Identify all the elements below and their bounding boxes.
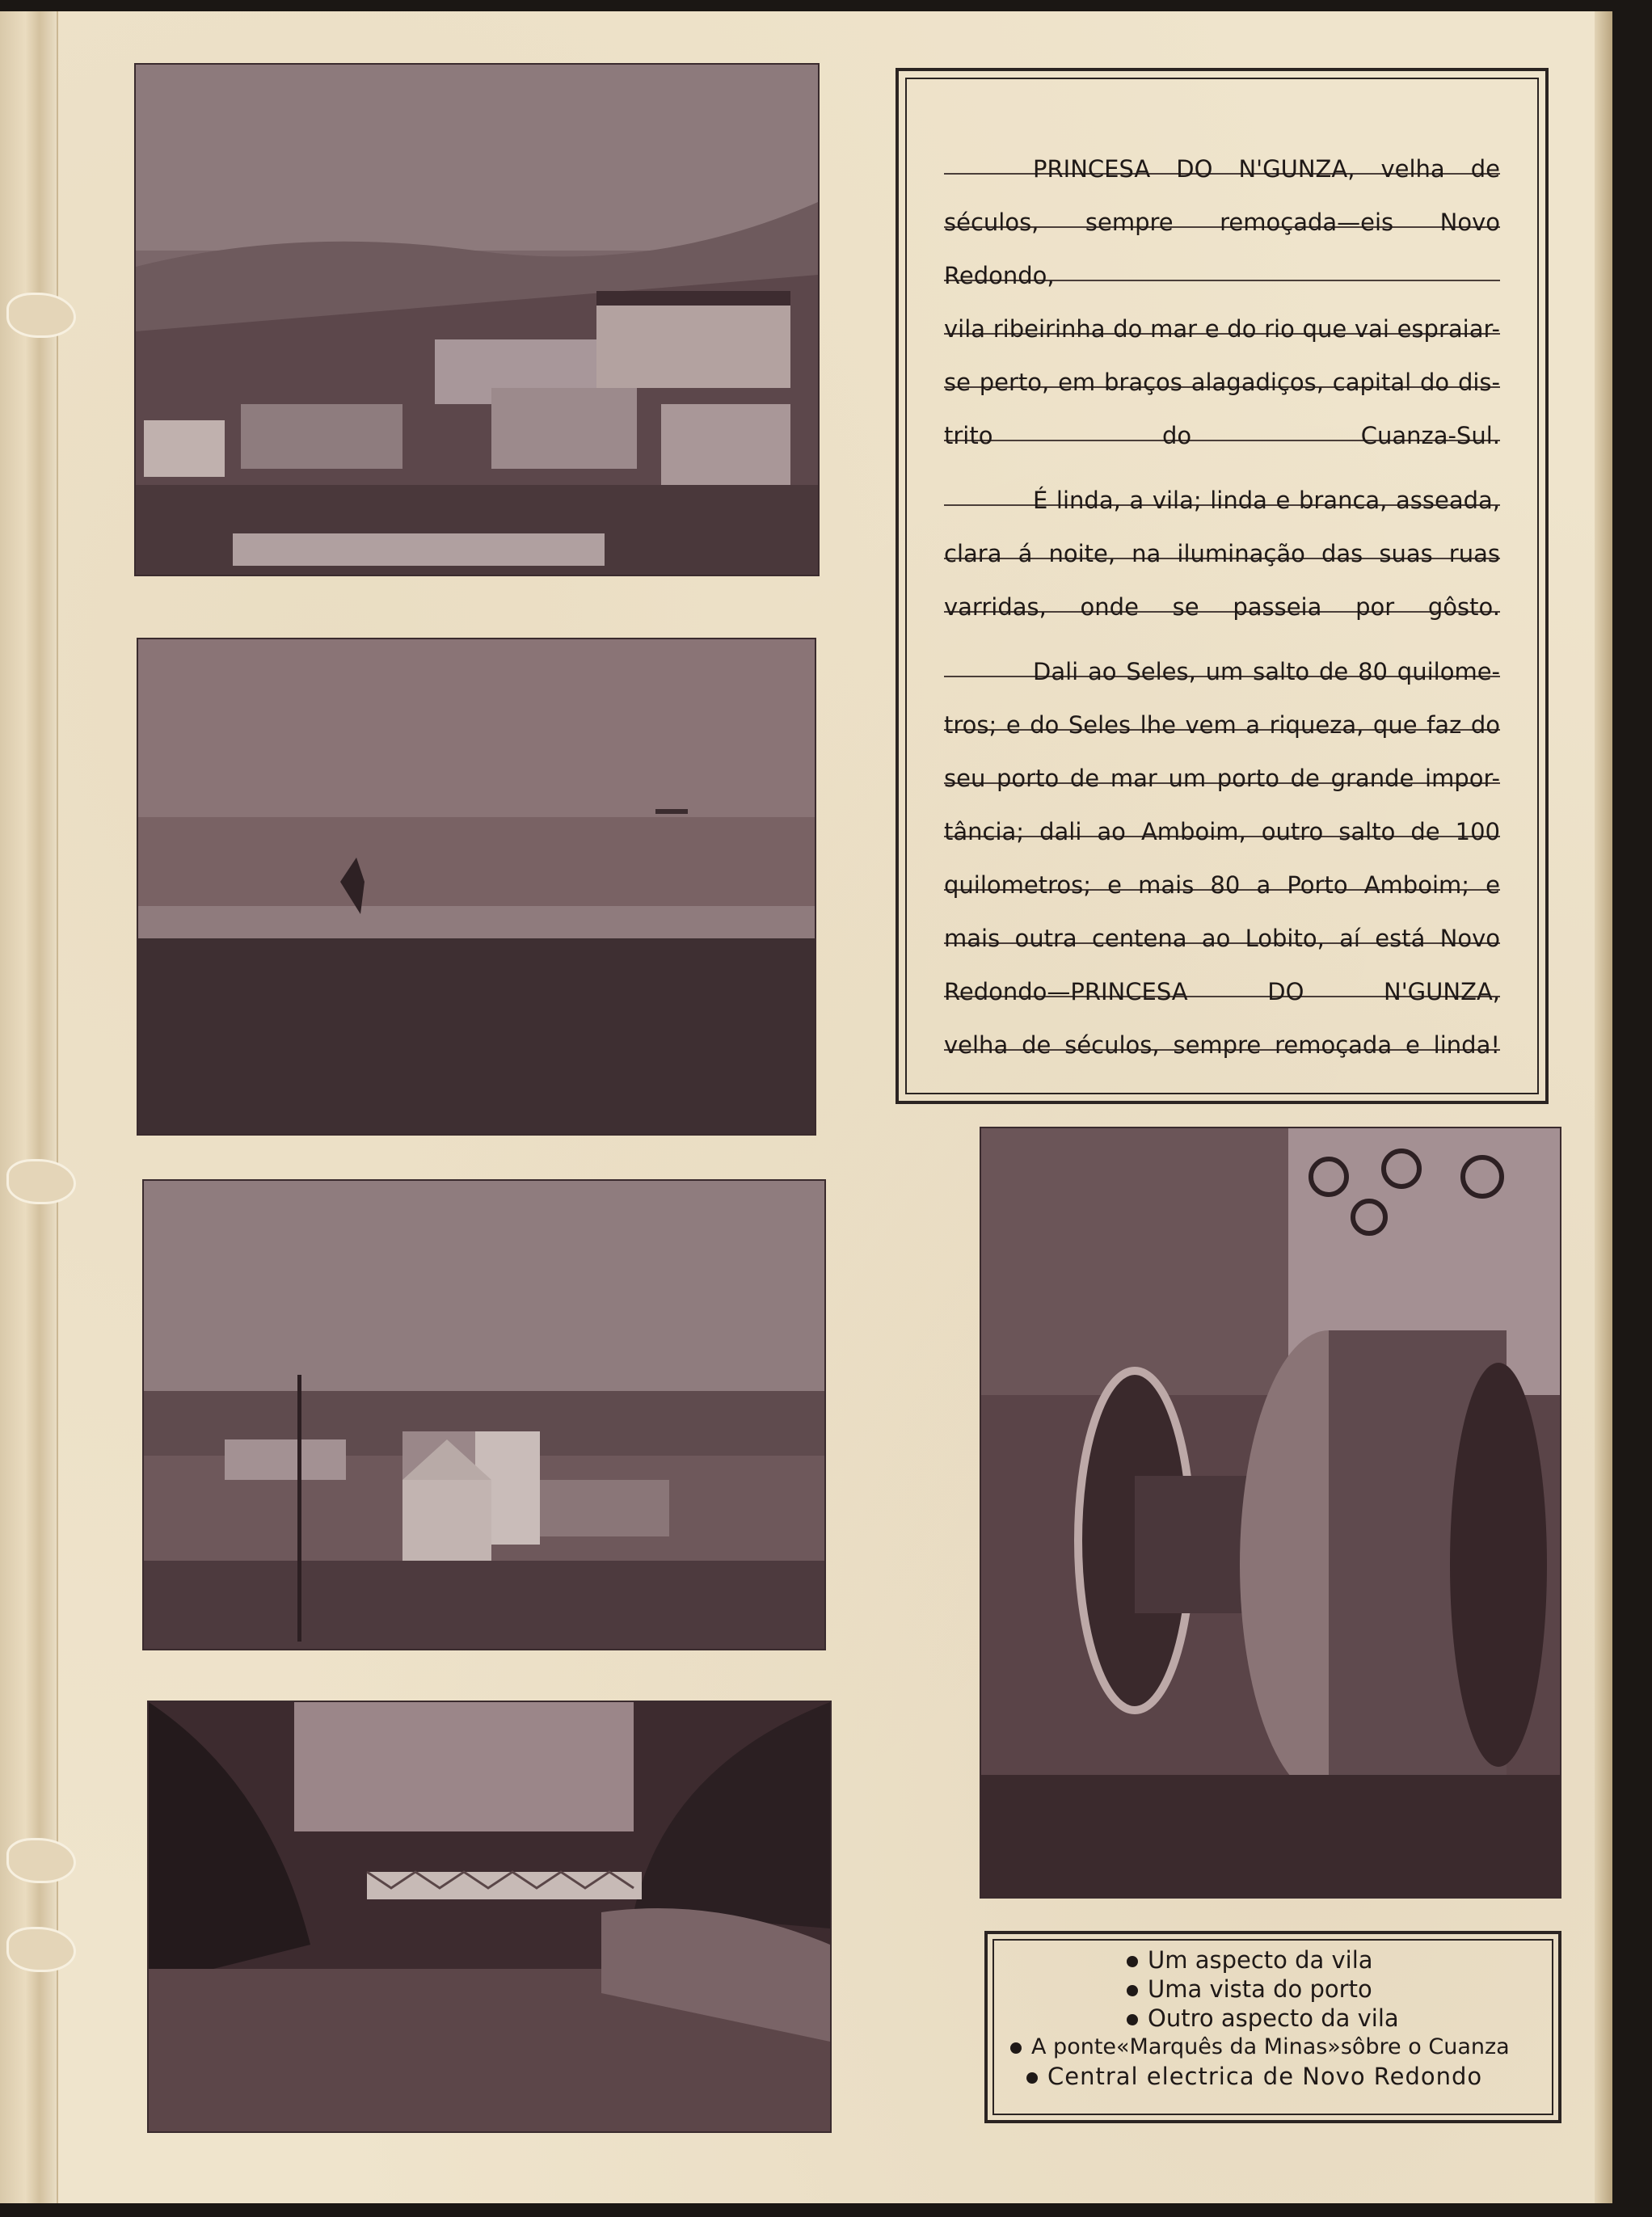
article-line: tros; e do Seles lhe vem a riqueza, que faz do [944,711,1500,739]
caption-text: A ponte«Marquês da Minas»sôbre o Cuanza [1031,2034,1510,2059]
caption-text: Um aspecto da vila [1148,1946,1373,1974]
article-line: trito do Cuanza-Sul. [944,422,1500,449]
article-line: Redondo—PRINCESA DO N'GUNZA, [944,978,1500,1005]
article-paragraph-3 [944,645,1500,1072]
page-binding-fold [0,11,58,2203]
photo-village-church [142,1179,826,1650]
page-edge [1595,11,1612,2203]
photo-captions-box [984,1931,1561,2123]
article-line: seu porto de mar um porto de grande impor- [944,765,1500,792]
caption-text: Uma vista do porto [1148,1975,1372,2003]
article-paragraph-1 [944,142,1500,462]
bullet-icon [1127,2014,1138,2025]
article-line: Dali ao Seles, um salto de 80 quilome- [1033,658,1500,685]
caption-item [1004,1975,1542,2004]
photo-village-aspect [134,63,820,576]
article-line: velha de séculos, sempre remoçada e linda! [944,1031,1500,1059]
photo-bridge-marques-da-minas [147,1701,832,2133]
article-line: tância; dali ao Amboim, outro salto de 100 [944,818,1500,845]
binding-hole [6,1838,76,1883]
magazine-page [0,11,1612,2203]
article-line: clara á noite, na iluminação das suas ruas [944,540,1500,567]
article-line: É linda, a vila; linda e branca, asseada, [1033,487,1500,514]
article-line: varridas, onde se passeia por gôsto. [944,593,1500,621]
caption-item [1004,1945,1542,1975]
article-text-inner-border [905,78,1539,1094]
bullet-icon [1127,1956,1138,1967]
photo-port-view [137,638,816,1136]
binding-hole [6,293,76,338]
caption-item [1004,2033,1542,2062]
photo-power-station [980,1127,1561,1899]
article-line: quilometros; e mais 80 a Porto Amboim; e [944,871,1500,899]
article-line: mais outra centena ao Lobito, aí está Novo [944,925,1500,952]
caption-item [1004,2062,1542,2091]
caption-text: Central electrica de Novo Redondo [1047,2063,1483,2090]
bullet-icon [1010,2042,1022,2054]
bullet-icon [1127,1985,1138,1996]
caption-text: Outro aspecto da vila [1148,2004,1399,2032]
article-line: se perto, em braços alagadiços, capital do dis- [944,369,1500,396]
binding-hole [6,1927,76,1972]
article-line: PRINCESA DO N'GUNZA, velha de [1033,155,1500,183]
bullet-icon [1026,2072,1038,2084]
caption-item [1004,2004,1542,2033]
binding-hole [6,1159,76,1204]
photo-captions-inner [992,1939,1553,2115]
article-text-box [896,68,1549,1104]
article-paragraph-2 [944,474,1500,634]
article-line: séculos, sempre remoçada—eis Novo Redondo, [944,209,1500,289]
article-line: vila ribeirinha do mar e do rio que vai espraiar- [944,315,1500,343]
